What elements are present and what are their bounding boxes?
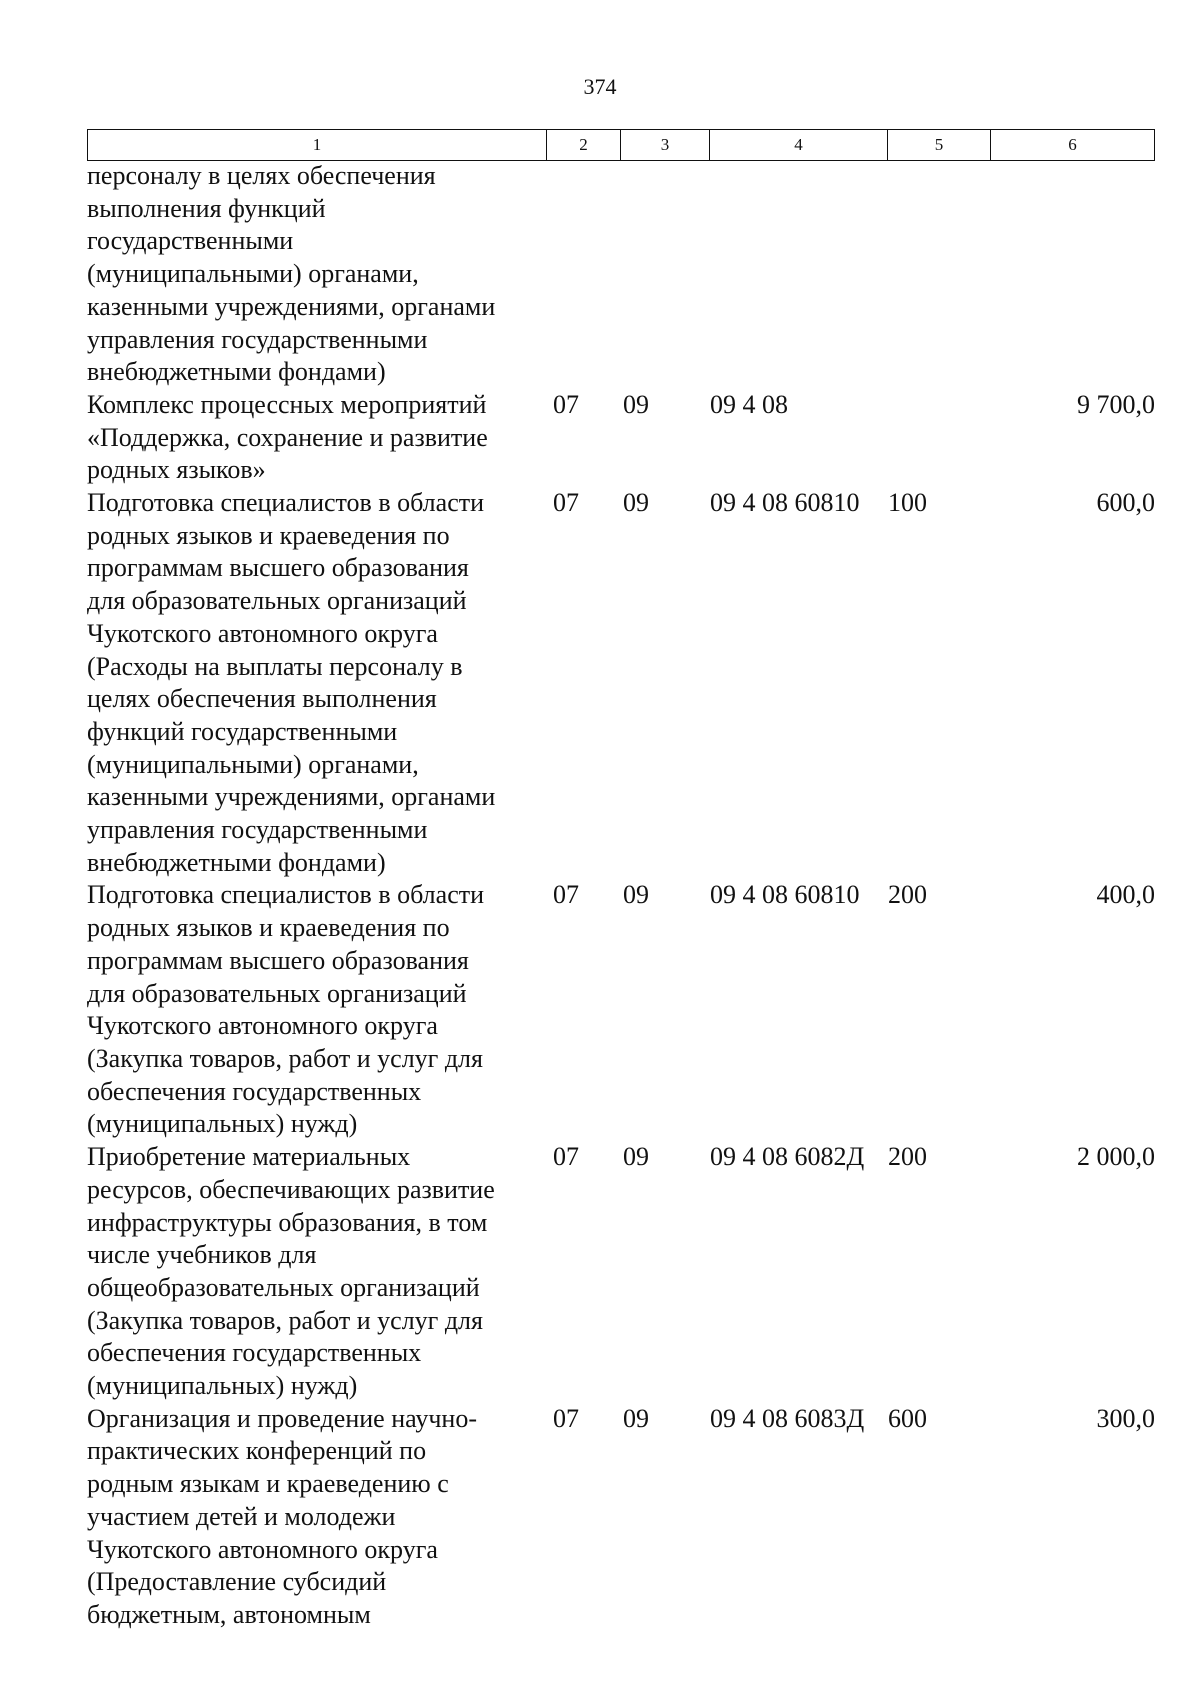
description-line: управления государственными xyxy=(87,324,428,354)
description-line: (муниципальных) нужд) xyxy=(87,1109,358,1139)
expense-type-code xyxy=(888,389,991,487)
description-line: выполнения функций xyxy=(87,193,326,223)
razdel-code: 07 xyxy=(553,389,579,419)
description-line: (муниципальными) органами, xyxy=(87,749,419,779)
amount-value xyxy=(991,160,1155,389)
expense-type-code: 200 xyxy=(888,1142,927,1172)
row-description xyxy=(87,879,547,1141)
header-col-4: 4 xyxy=(710,130,888,161)
description-line: числе учебников для xyxy=(87,1240,317,1270)
amount-value: 9 700,0 xyxy=(1077,389,1155,419)
target-article-code xyxy=(710,160,888,389)
razdel-code: 07 xyxy=(553,488,579,518)
description-line: (Расходы на выплаты персоналу в xyxy=(87,651,463,681)
table-row xyxy=(87,1141,1155,1403)
header-col-1: 1 xyxy=(88,130,547,161)
razdel-code xyxy=(547,160,621,389)
amount-value: 600,0 xyxy=(1096,488,1155,518)
header-col-3: 3 xyxy=(621,130,710,161)
description-line: практических конференций по xyxy=(87,1436,427,1466)
description-line: родным языкам и краеведению с xyxy=(87,1469,449,1499)
table-body xyxy=(87,160,1155,1632)
description-line: государственными xyxy=(87,226,294,256)
podrazdel-code: 09 xyxy=(623,389,649,419)
description-line: Комплекс процессных мероприятий xyxy=(87,389,487,419)
row-description xyxy=(87,1403,547,1632)
row-description xyxy=(87,1141,547,1403)
description-line: родных языков и краеведения по xyxy=(87,520,450,550)
description-line: Чукотского автономного округа xyxy=(87,1534,438,1564)
description-line: внебюджетными фондами) xyxy=(87,357,386,387)
description-line: Чукотского автономного округа xyxy=(87,618,438,648)
description-line: функций государственными xyxy=(87,716,398,746)
description-line: участием детей и молодежи xyxy=(87,1501,396,1531)
table-header xyxy=(87,129,1155,161)
description-line: для образовательных организаций xyxy=(87,586,467,616)
table-row xyxy=(87,487,1155,879)
podrazdel-code: 09 xyxy=(623,488,649,518)
description-line: общеобразовательных организаций xyxy=(87,1272,480,1302)
expense-type-code: 600 xyxy=(888,1403,927,1433)
description-line: (Предоставление субсидий xyxy=(87,1567,387,1597)
description-line: (муниципальными) органами, xyxy=(87,259,419,289)
header-col-5: 5 xyxy=(888,130,991,161)
description-line: обеспечения государственных xyxy=(87,1076,422,1106)
description-line: для образовательных организаций xyxy=(87,978,467,1008)
description-line: ресурсов, обеспечивающих развитие xyxy=(87,1174,495,1204)
expense-type-code: 200 xyxy=(888,880,927,910)
description-line: Приобретение материальных xyxy=(87,1142,411,1172)
row-description xyxy=(87,389,547,487)
razdel-code: 07 xyxy=(553,880,579,910)
description-line: Чукотского автономного округа xyxy=(87,1011,438,1041)
table-row xyxy=(87,389,1155,487)
podrazdel-code: 09 xyxy=(623,880,649,910)
description-line: программам высшего образования xyxy=(87,553,469,583)
amount-value: 400,0 xyxy=(1096,880,1155,910)
description-line: казенными учреждениями, органами xyxy=(87,291,496,321)
amount-value: 300,0 xyxy=(1096,1403,1155,1433)
razdel-code: 07 xyxy=(553,1403,579,1433)
description-line: инфраструктуры образования, в том xyxy=(87,1207,488,1237)
description-line: родных языков и краеведения по xyxy=(87,913,450,943)
description-line: внебюджетными фондами) xyxy=(87,847,386,877)
description-line: бюджетным, автономным xyxy=(87,1599,371,1629)
header-col-6: 6 xyxy=(991,130,1155,161)
table-row xyxy=(87,879,1155,1141)
target-article-code: 09 4 08 60810 xyxy=(710,880,860,910)
description-line: управления государственными xyxy=(87,815,428,845)
description-line: целях обеспечения выполнения xyxy=(87,684,437,714)
description-line: (Закупка товаров, работ и услуг для xyxy=(87,1305,483,1335)
razdel-code: 07 xyxy=(553,1142,579,1172)
description-line: персоналу в целях обеспечения xyxy=(87,161,436,190)
target-article-code: 09 4 08 xyxy=(710,389,788,419)
row-description xyxy=(87,160,547,389)
page-number: 374 xyxy=(583,74,617,99)
description-line: программам высшего образования xyxy=(87,945,469,975)
description-line: Подготовка специалистов в области xyxy=(87,488,485,518)
table-row xyxy=(87,1403,1155,1632)
amount-value: 2 000,0 xyxy=(1077,1142,1155,1172)
description-line: казенными учреждениями, органами xyxy=(87,782,496,812)
description-line: родных языков» xyxy=(87,455,266,485)
expense-type-code: 100 xyxy=(888,488,927,518)
target-article-code: 09 4 08 6082Д xyxy=(710,1142,865,1172)
target-article-code: 09 4 08 6083Д xyxy=(710,1403,865,1433)
description-line: Подготовка специалистов в области xyxy=(87,880,485,910)
description-line: обеспечения государственных xyxy=(87,1338,422,1368)
description-line: «Поддержка, сохранение и развитие xyxy=(87,422,488,452)
table-row xyxy=(87,160,1155,389)
podrazdel-code: 09 xyxy=(623,1142,649,1172)
expense-type-code xyxy=(888,160,991,389)
description-line: Организация и проведение научно- xyxy=(87,1403,477,1433)
description-line: (Закупка товаров, работ и услуг для xyxy=(87,1043,483,1073)
podrazdel-code: 09 xyxy=(623,1403,649,1433)
row-description xyxy=(87,487,547,879)
target-article-code: 09 4 08 60810 xyxy=(710,488,860,518)
description-line: (муниципальных) нужд) xyxy=(87,1371,358,1401)
header-col-2: 2 xyxy=(547,130,621,161)
podrazdel-code xyxy=(621,160,710,389)
budget-table xyxy=(87,160,1155,1632)
